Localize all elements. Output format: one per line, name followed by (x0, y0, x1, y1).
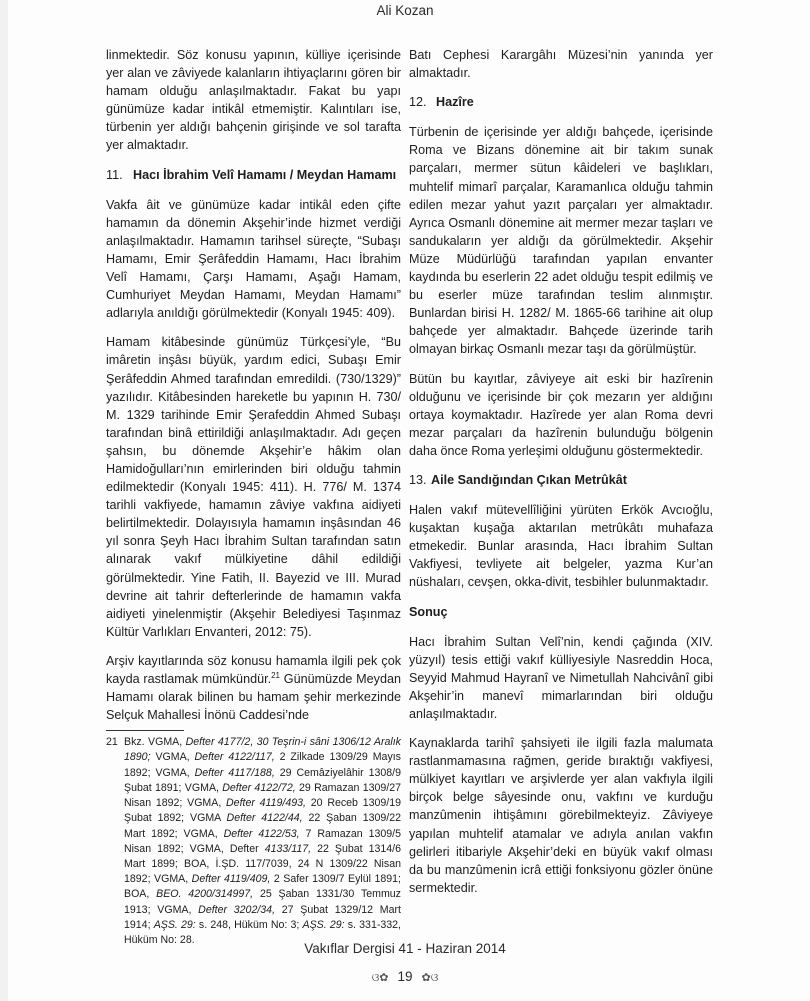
footnote (106, 735, 401, 948)
paragraph-text: Günümüzde Meydan Hamamı olarak bilinen bu hamam şehir merkezinde Selçuk Mahallesi İnönü Caddesi’nde (106, 672, 401, 723)
footnote-text-run: s. 248, Hüküm No: 3; (195, 918, 303, 931)
page-number-line (0, 969, 810, 985)
section-title: Aile Sandığından Çıkan Metrûkât (431, 472, 627, 487)
paragraph: Halen vakıf mütevellîliğini yürüten Erkök Avcıoğlu, kuşaktan kuşağa aktarılan metrûkâtı muhafaza etmekedir. Bunlar arasında, Hacı İbrahim Sultan Vakfiyesi, tevliyete ait belgeler, yazma Kur’an nüshaları, cevşen, okka-divit, tesbihler bulunmaktadır. (409, 503, 713, 590)
ornament-right-icon: ✿ଓ (421, 972, 439, 984)
footnote-citation-italic: Defter 4122/53, (223, 827, 300, 840)
paragraph: linmektedir. Söz konusu yapının, külliye içerisinde yer alan ve zâviyede kalanların ihtiyaçlarını gören bir hamam olduğu anlaşılmaktadır. Fakat bu yapı günümüze kadar intikâl etmemiştir. Kalıntıları ise, türbenin yer aldığı bahçenin girişinde ve sol tarafta yer almaktadır. (106, 48, 401, 153)
footnote-citation-italic: Defter 4122/72, (222, 781, 296, 794)
footnote-citation-italic: Defter 4122/117, (194, 751, 275, 764)
paragraph-with-footnote-ref (106, 652, 401, 724)
section-title: Sonuç (409, 604, 448, 619)
footnote-text-run: 20 Receb 1309/19 Şubat 1892; VGMA (124, 797, 401, 825)
footnote-citation-italic: AŞS. 29: (153, 918, 196, 931)
right-column (409, 46, 713, 908)
footnote-citation-italic: Defter 3202/34, (198, 903, 276, 916)
conclusion-heading (409, 603, 713, 621)
ornament-left-icon: ଓ✿ (371, 972, 389, 984)
footnote-text-run: 22 Şaban 1309/22 Mart 1892; VGMA, (124, 812, 401, 840)
footnote-number: 21 (106, 736, 118, 749)
footnote-citation-italic: Defter 4117/188, (194, 766, 275, 779)
footnote-text-run: 25 Şaban 1331/30 Temmuz 1913; VGMA, (124, 888, 401, 916)
footnote-citation-italic: AŞS. 29: (302, 918, 345, 931)
footnote-reference[interactable]: 21 (271, 670, 280, 680)
scan-edge-shadow (0, 0, 8, 1001)
footnote-separator (106, 730, 184, 731)
left-column (106, 46, 401, 948)
footnote-text-run: VGMA, (150, 751, 195, 764)
footnote-text-run: 22 Şubat 1314/6 Mart 1899; BOA, İ.ŞD. 117/7039, 24 N 1309/22 Nisan 1892; VGMA, (124, 842, 402, 886)
footnote-text-run: 2 Safer 1309/7 Eylül 1891; BOA, (124, 873, 401, 901)
section-heading-11 (106, 166, 401, 184)
footnote-citation-italic: Defter 4122/44, (226, 812, 303, 825)
footnote-text (124, 735, 401, 948)
footnote-text-run: 29 Ramazan 1309/27 Nisan 1892; VGMA, (124, 781, 402, 810)
page-number: 19 (397, 969, 413, 984)
section-number: 12. (409, 95, 427, 110)
paragraph: Batı Cephesi Karargâhı Müzesi’nin yanında yer almaktadır. (409, 48, 713, 81)
footnote-citation-italic: 4133/117, (264, 842, 312, 855)
paragraph: Kaynaklarda tarihî şahsiyeti ile ilgili fazla malumata rastlanmamasına rağmen, geride bıraktığı vakfiyesi, mülkiyet kayıtları ve arşivlerde yer alan vakfıyla ilgili birçok belge sâyesinde onu, vakfını ve kurduğu manzûmenin ihtişâmını görebilmekteyiz. Zâviyeye yapılan muhtelif atamalar ve adıyla anılan vakfın gelirleri itibariyle Akşehir’deki en büyük vakıf olması da bu manzûmenin icrâ ettiği fonksiyonu gözler önüne sermektedir. (409, 736, 713, 895)
section-heading-13 (409, 471, 713, 489)
footnote-text-run: 2 Zilkade 1309/29 Mayıs 1892; VGMA, (124, 751, 401, 779)
section-title: Hazîre (436, 95, 474, 110)
paragraph: Vakfa âit ve günümüze kadar intikâl eden çifte hamamın da dönemin Akşehir’inde hizmet verdiği anlaşılmaktadır. Hamamın tarihsel süreçte, “Subaşı Hamamı, Emir Şerâfeddin Hamamı, Hacı İbrahim Velî Hamamı, Çarşı Hamamı, Aşağı Hamam, Cumhuriyet Meydan Hamamı, Meydan Hamamı” adlarıyla anıldığı görülmektedir (Konyalı 1945: 409). (106, 197, 401, 321)
paragraph: Türbenin de içerisinde yer aldığı bahçede, içerisinde Roma ve Bizans dönemine ait bir takım sunak parçaları, mermer sütun kâideleri ve başlıkları, muhtelif mimarî parçalar, Karamanlıca olduğu tahmin edilen mezar yahut yazıt parçaları yer almaktadır. Ayrıca Osmanlı dönemine ait mermer mezar taşları ve sandukaların yer aldığı da görülmektedir. Akşehir Müze Müdürlüğü tarafından yapılan envanter kaydında bu eserlerin 22 adet olduğu tespit edilmiş ve bu eserler müze tarafından teslim alınmıştır. Bunlardan birisi H. 1282/ M. 1865-66 tarihine ait olup bahçede yer almaktadır. Bahçede üzerinde tarih olmayan birkaç Osmanlı mezar taşı da görülmüştür. (409, 125, 713, 357)
section-number: 13. (409, 472, 427, 487)
paragraph: Hacı İbrahim Sultan Velî’nin, kendi çağında (XIV. yüzyıl) tesis ettiği vakıf külliyesiyle Nasreddin Hoca, Seyyid Mahmud Hayranî ve Nimetullah Nahcivânî gibi Akşehir’in manevî mimarlarından biri olduğu anlaşılmaktadır. (409, 634, 713, 721)
footnote-text-run: 27 Şubat 1329/12 Mart 1914; (124, 903, 401, 931)
footnote-citation-italic: Defter 4119/409, (191, 873, 271, 886)
paragraph-text: Arşiv kayıtlarında söz konusu hamamla ilgili pek çok kayda rastlamak mümkündür. (106, 653, 401, 686)
footnote-text-run: 7 Ramazan 1309/5 Nisan 1892; VGMA, Defter (124, 827, 402, 855)
footnote-text-run: s. 331-332, Hüküm No: 28. (124, 918, 401, 946)
paragraph: Hamam kitâbesinde günümüz Türkçesi’yle, “Bu imâretin inşâsı büyük, yardım edici, Subaşı Emir Şerâfeddin Ahmed tarafından emredildi. (730/1329)” yazılıdır. Kitâbesinden hareketle bu yapının H. 730/ M. 1329 tarihinde Emir Şerafeddin Ahmed Subaşı tarafından binâ ettirildiği anlaşılmaktadır. Adı geçen şahsın, bu dönemde Akşehir’e hâkim olan Hamidoğulları’nın emirlerinden biri olduğu tahmin edilmektedir (Konyalı 1945: 411). H. 776/ M. 1374 tarihli vakfiyede, hamamın zâviye vakfına aidiyeti belirtilmektedir. Dolayısıyla hamamın inşâsından 46 yıl sonra Şeyh Hacı İbrahim Sultan tarafından satın alınarak vakıf mülkiyetine dâhil edildiği görülmektedir. Yine Fatih, II. Bayezid ve III. Murad devrine ait tahrir defterlerinde de hamamın vakfa aidiyeti yinelenmiştir (Akşehir Belediyesi Taşınmaz Kültür Varlıkları Envanteri, 2012: 75). (106, 335, 401, 639)
section-heading-12 (409, 93, 713, 111)
footnote-text-run: 29 Cemâziyelâhir 1308/9 Şubat 1891; VGMA, (124, 766, 401, 794)
section-title: Hacı İbrahim Velî Hamamı / Meydan Hamamı (133, 167, 397, 182)
journal-footer: Vakıflar Dergisi 41 - Haziran 2014 (304, 941, 506, 956)
footnote-citation-italic: Defter 4119/493, (226, 797, 306, 810)
footnote-citation-italic: Defter 4177/2, 30 Teşrin-i sâni 1306/12 Aralık 1890; (124, 736, 401, 764)
footnote-citation-italic: BEO. 4200/314997, (156, 888, 254, 901)
running-header-author: Ali Kozan (376, 3, 434, 18)
section-number: 11. (106, 167, 123, 182)
footnote-text-run: Bkz. VGMA, (124, 736, 186, 749)
paragraph: Bütün bu kayıtlar, zâviyeye ait eski bir hazîrenin olduğunu ve içerisinde bir çok mezarın yer aldığını ortaya koymaktadır. Hazîrede yer alan Roma devri mezar parçaları da hazîrenin bulunduğu bölgenin daha önce Roma yerleşimi olduğunu göstermektedir. (409, 371, 713, 458)
